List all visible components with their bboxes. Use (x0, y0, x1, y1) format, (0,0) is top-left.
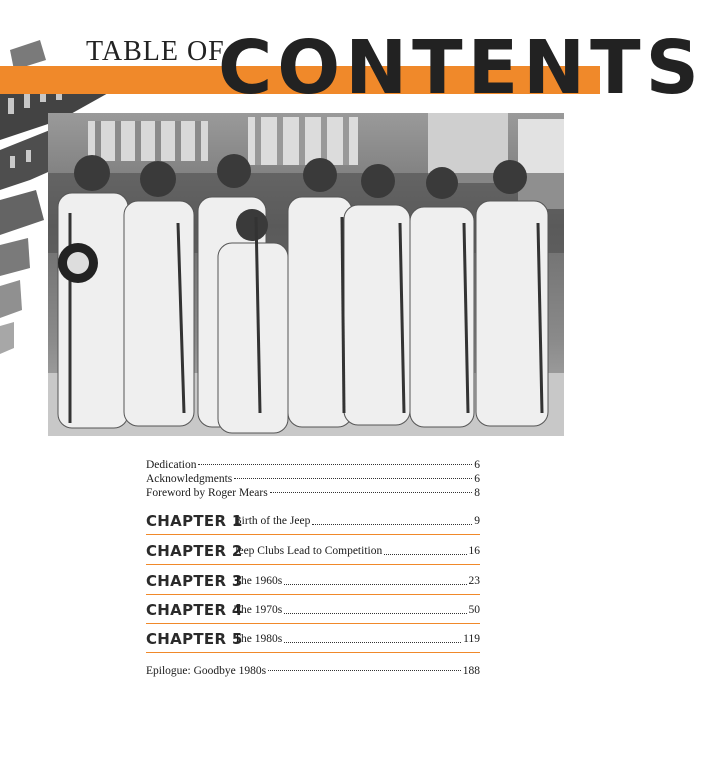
title-contents: CONTENTS (218, 25, 704, 111)
chapter-page: 16 (468, 545, 480, 557)
chapter-title: The 1980s (234, 633, 283, 645)
toc-row-chapter-2[interactable] (146, 538, 480, 565)
toc-page: 188 (462, 665, 480, 677)
toc-row-chapter-1[interactable] (146, 508, 480, 535)
front-matter-list (146, 458, 480, 500)
chapter-page: 119 (463, 633, 480, 645)
toc-row-chapter-3[interactable] (146, 568, 480, 595)
dot-leader (198, 464, 472, 465)
team-photo (48, 113, 564, 436)
dot-leader (312, 524, 472, 525)
toc-label: Foreword by Roger Mears (146, 487, 268, 499)
toc-row-foreword[interactable] (146, 486, 480, 500)
toc-page: 6 (474, 473, 480, 485)
toc-label: Acknowledgments (146, 473, 233, 485)
title-table-of: TABLE OF (86, 36, 225, 67)
dot-leader (234, 478, 472, 479)
chapter-title: Jeep Clubs Lead to Competition (234, 545, 383, 557)
dot-leader (284, 642, 461, 643)
toc-label: Dedication (146, 459, 197, 471)
toc-row-epilogue[interactable] (146, 664, 480, 678)
chapter-title: The 1970s (234, 604, 283, 616)
dot-leader (384, 554, 466, 555)
toc-page: 8 (474, 487, 480, 499)
epilogue-block (146, 664, 480, 678)
chapter-number: CHAPTER 2 (146, 542, 243, 560)
toc-row-dedication[interactable] (146, 458, 480, 472)
chapter-page: 9 (474, 515, 480, 527)
chapter-number: CHAPTER 4 (146, 601, 243, 619)
chapter-page: 23 (468, 575, 480, 587)
toc-row-acknowledgments[interactable] (146, 472, 480, 486)
chapter-number: CHAPTER 1 (146, 512, 243, 530)
toc-label: Epilogue: Goodbye 1980s (146, 665, 267, 677)
dot-leader (268, 670, 461, 671)
toc-page: 6 (474, 459, 480, 471)
chapter-page: 50 (468, 604, 480, 616)
chapter-title: The 1960s (234, 575, 283, 587)
dot-leader (284, 584, 466, 585)
dot-leader (270, 492, 473, 493)
toc-row-chapter-5[interactable] (146, 626, 480, 653)
toc-row-chapter-4[interactable] (146, 597, 480, 624)
chapter-number: CHAPTER 3 (146, 572, 243, 590)
chapter-number: CHAPTER 5 (146, 630, 243, 648)
chapter-title: Birth of the Jeep (234, 515, 311, 527)
dot-leader (284, 613, 466, 614)
